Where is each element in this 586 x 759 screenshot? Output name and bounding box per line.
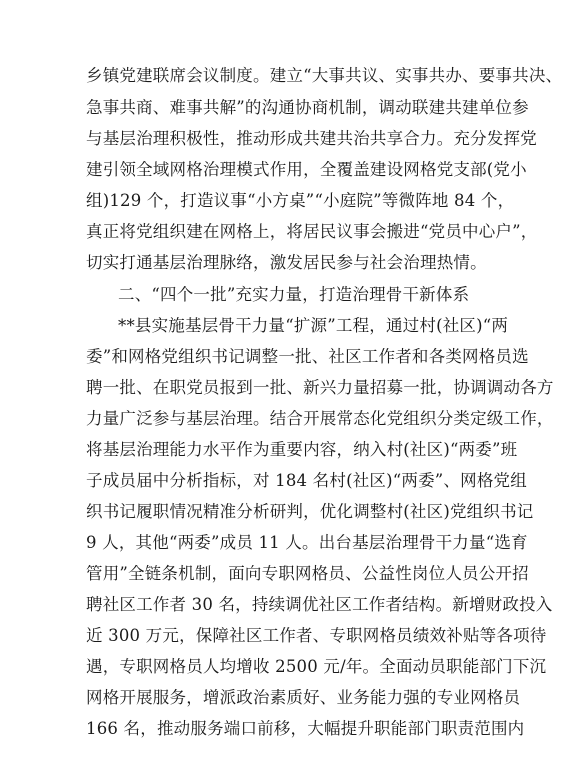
paragraph-line: 急事共商、难事共解”的沟通协商机制，调动联建共建单位参 bbox=[86, 98, 529, 117]
paragraph-line: 真正将党组织建在网格上，将居民议事会搬进“党员中心户”， bbox=[86, 222, 538, 241]
paragraph-line: 切实打通基层治理脉络，激发居民参与社会治理热情。 bbox=[86, 253, 487, 272]
paragraph-line: 织书记履职情况精准分析研判，优化调整村(社区)党组织书记 bbox=[86, 502, 534, 521]
paragraph-line: 聘社区工作者 30 名，持续调优社区工作者结构。新增财政投入 bbox=[86, 595, 553, 614]
paragraph-line: **县实施基层骨干力量“扩源”工程，通过村(社区)“两 bbox=[118, 316, 509, 335]
paragraph-line: 将基层治理能力水平作为重要内容，纳入村(社区)“两委”班 bbox=[86, 440, 518, 459]
paragraph-line: 近 300 万元，保障社区工作者、专职网格员绩效补贴等各项待 bbox=[86, 626, 547, 645]
paragraph-line: 子成员届中分析指标，对 184 名村(社区)“两委”、网格党组 bbox=[86, 471, 527, 490]
paragraph-line: 聘一批、在职党员报到一批、新兴力量招募一批，协调调动各方 bbox=[86, 378, 554, 397]
section-heading: 二、“四个一批”充实力量，打造治理骨干新体系 bbox=[118, 285, 470, 304]
paragraph-line: 166 名，推动服务端口前移，大幅提升职能部门职责范围内 bbox=[86, 719, 525, 738]
paragraph-line: 乡镇党建联席会议制度。建立“大事共议、实事共办、要事共决、 bbox=[86, 66, 563, 85]
paragraph-line: 遇，专职网格员人均增收 2500 元/年。全面动员职能部门下沉 bbox=[86, 657, 547, 676]
paragraph-line: 网格开展服务，增派政治素质好、业务能力强的专业网格员 bbox=[86, 688, 521, 707]
paragraph-line: 与基层治理积极性，推动形成共建共治共享合力。充分发挥党 bbox=[86, 129, 537, 148]
paragraph-line: 建引领全域网格治理模式作用，全覆盖建设网格党支部(党小 bbox=[86, 160, 527, 179]
paragraph-line: 委”和网格党组织书记调整一批、社区工作者和各类网格员选 bbox=[86, 347, 529, 366]
paragraph-line: 组)129 个，打造议事“小方桌”“小庭院”等微阵地 84 个， bbox=[86, 191, 515, 210]
paragraph-line: 管用”全链条机制，面向专职网格员、公益性岗位人员公开招 bbox=[86, 564, 529, 583]
paragraph-line: 力量广泛参与基层治理。结合开展常态化党组织分类定级工作， bbox=[86, 409, 554, 428]
paragraph-line: 9 人，其他“两委”成员 11 人。出台基层治理骨干力量“选育 bbox=[86, 533, 528, 552]
